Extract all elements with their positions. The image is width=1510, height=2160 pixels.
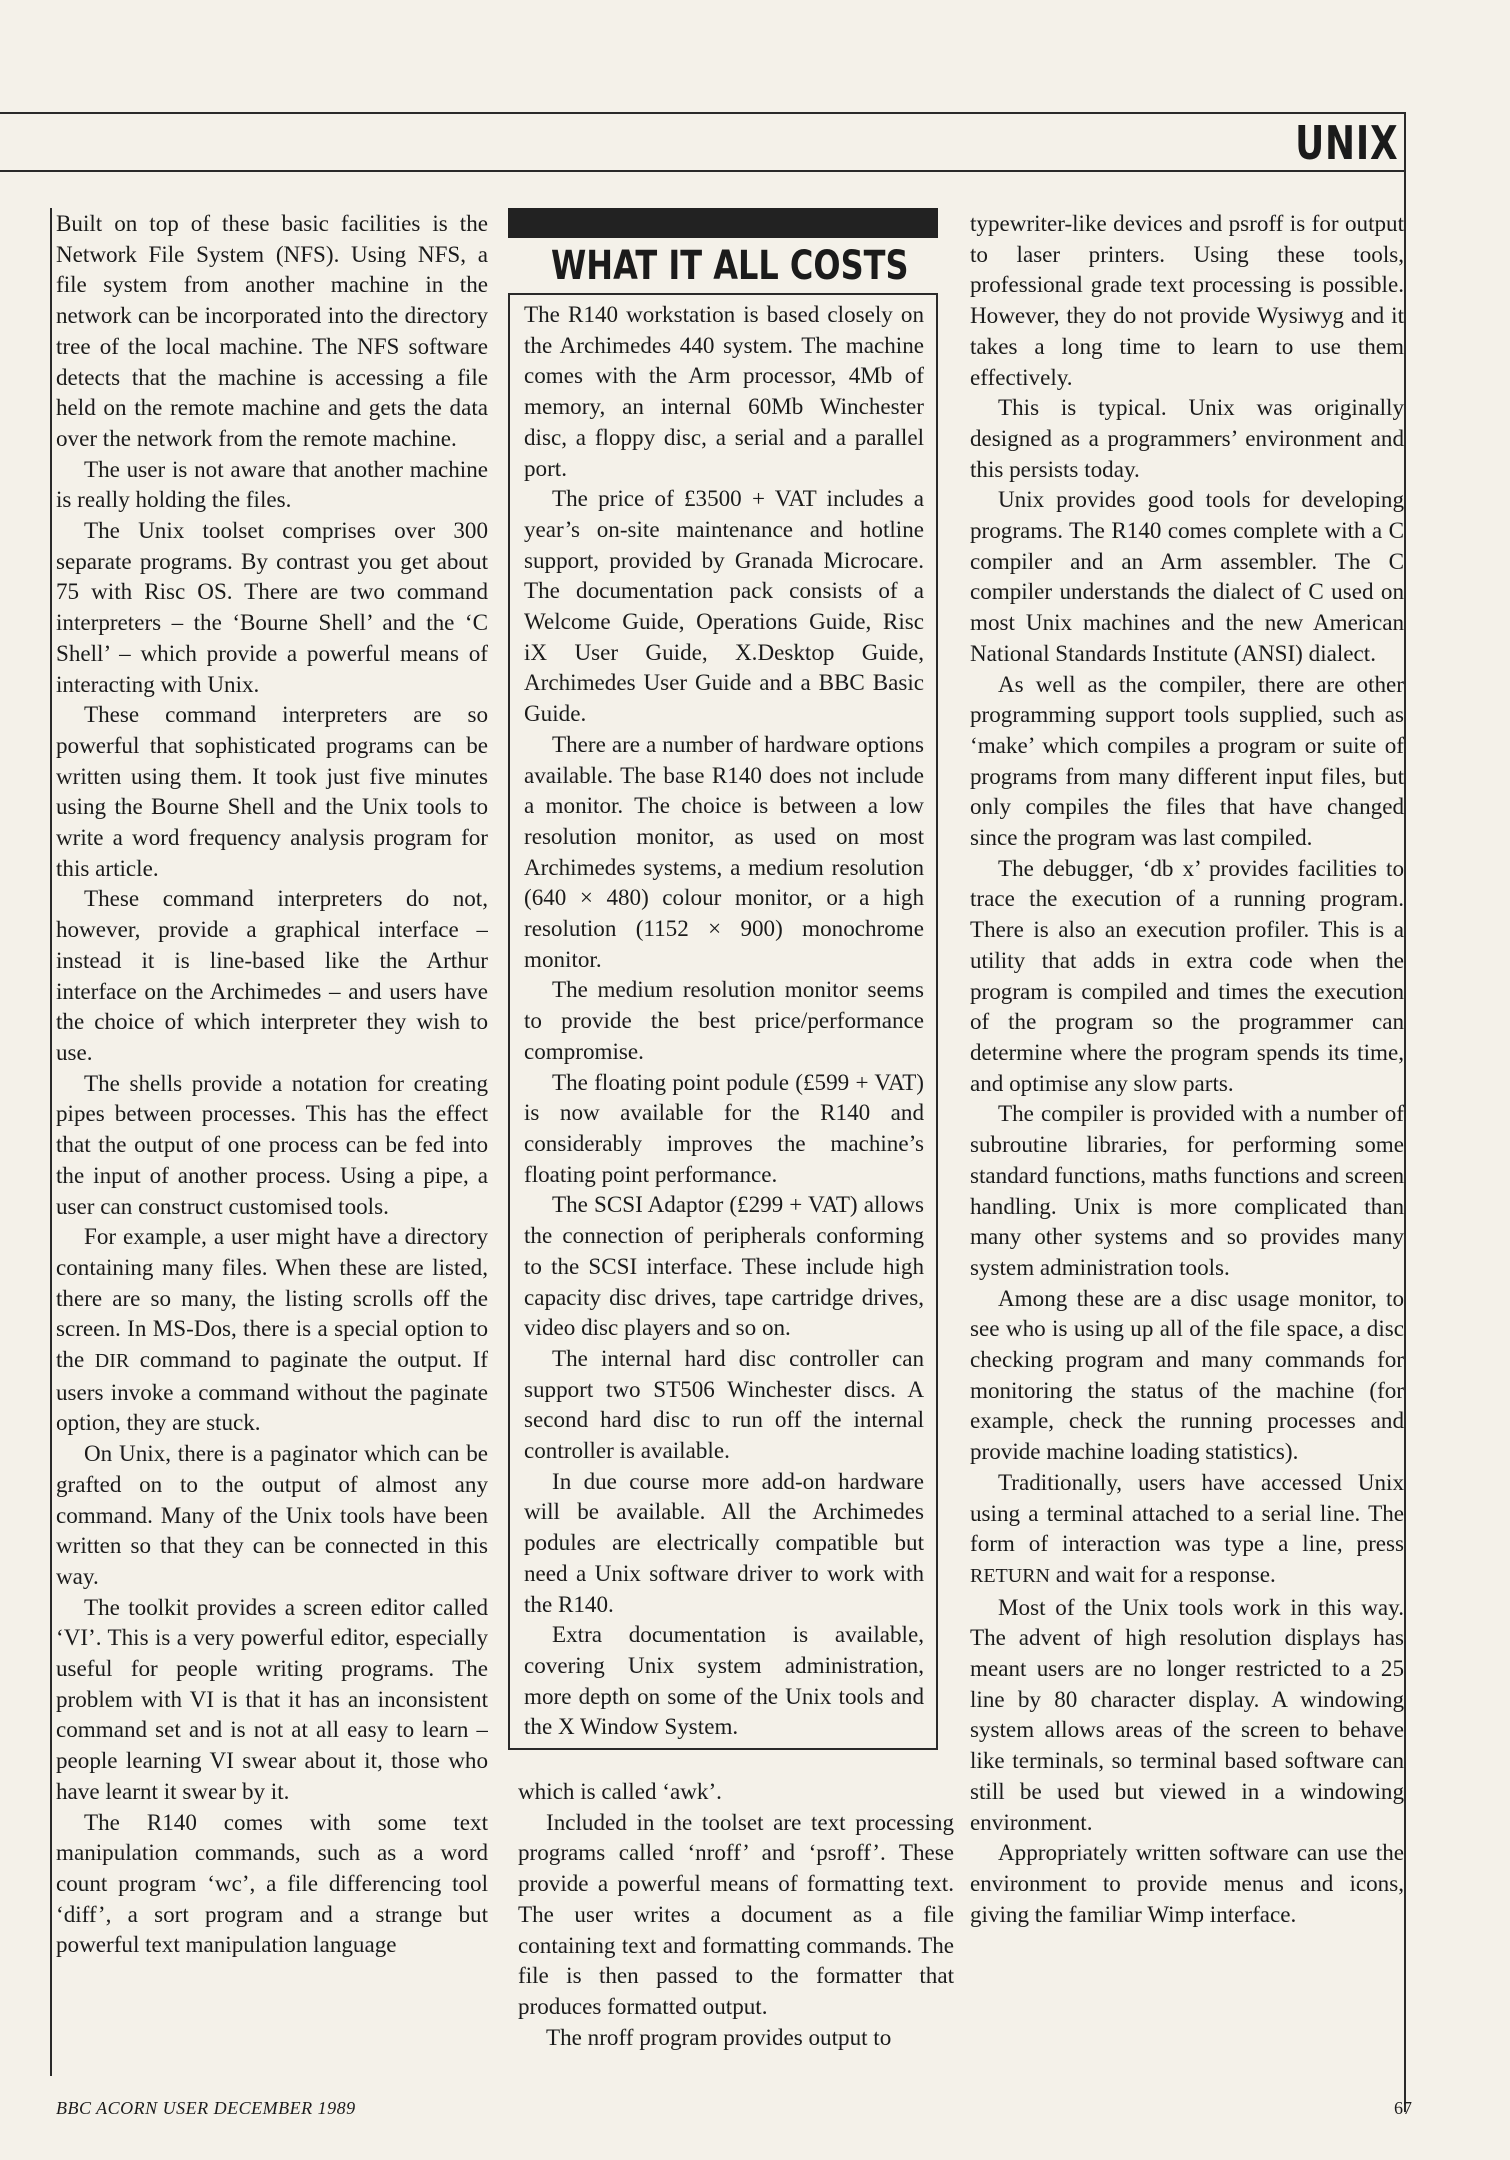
footer-publication: BBC ACORN USER DECEMBER 1989 [56, 2098, 356, 2118]
paragraph: The R140 comes with some text manipulation commands, such as a word count program ‘wc’, a file differencing tool ‘diff’, a sort program and a strange but powerful text manipulation language [56, 1808, 488, 1958]
dir-command: DIR [94, 1350, 130, 1373]
left-column-rule [50, 208, 52, 2076]
paragraph: These command interpreters are so powerful that sophisticated programs can be written using them. It took just five minutes using the Bourne Shell and the Unix tools to write a word frequency analysis program for this article. [56, 701, 488, 881]
paragraph: Included in the toolset are text processing programs called ‘nroff’ and ‘psroff’. These provide a powerful means of formatting text. The user writes a document as a file containing text and formatting commands. The file is then passed to the formatter that produces formatted output. [518, 1808, 954, 2019]
paragraph: This is typical. Unix was originally designed as a programmers’ environment and this persists today. [970, 394, 1404, 482]
paragraph: On Unix, there is a paginator which can be grafted on to the output of almost any command. Many of the Unix tools have been written so that they can be connected in this way. [56, 1440, 488, 1589]
paragraph: These command interpreters do not, however, provide a graphical interface – instead it is line-based like the Arthur interface on the Archimedes – and users have the choice of which interpreter they wish to use. [56, 885, 488, 1065]
sidebar-header-bar [508, 208, 938, 238]
paragraph: The debugger, ‘db x’ provides facilities to trace the execution of a running program. There is also an execution profiler. This is a utility that adds in extra code when the program is compiled and times the execution of the program so the programmer can determine where the program spends its time, and optimise any slow parts. [970, 854, 1404, 1096]
paragraph: The toolkit provides a screen editor called ‘VI’. This is a very powerful editor, especially useful for people writing programs. The problem with VI is that it has an inconsistent command set and is not at all easy to learn – people learning VI swear about it, those who have learnt it swear by it. [56, 1593, 488, 1804]
return-key: RETURN [970, 1564, 1050, 1587]
paragraph-text: command to paginate the output. If users invoke a command without the paginate option, they are stuck. [56, 1346, 488, 1436]
top-rule [0, 112, 1404, 114]
paragraph: The nroff program provides output to [546, 2023, 892, 2050]
paragraph: Built on top of these basic facilities is the Network File System (NFS). Using NFS, a file system from another machine in the network can be incorporated into the directory tree of the local machine. The NFS software detects that the machine is accessing a file held on the remote machine and gets the data over the network from the remote machine. [56, 210, 488, 451]
paragraph [56, 1221, 488, 1438]
right-border-rule [1404, 112, 1406, 2112]
paragraph: The user is not aware that another machine is really holding the files. [56, 455, 488, 513]
paragraph: The R140 workstation is based closely on the Archimedes 440 system. The machine comes with the Arm processor, 4Mb of memory, an internal 60Mb Winchester disc, a floppy disc, a serial and a parallel port. [524, 301, 924, 481]
paragraph: The price of £3500 + VAT includes a year’s on-site maintenance and hotline support, provided by Granada Microcare. The documentation pack consists of a Welcome Guide, Operations Guide, Risc iX User Guide, X.Desktop Guide, Archimedes User Guide and a BBC Basic Guide. [524, 485, 924, 727]
column-2 [518, 1776, 954, 2106]
paragraph: The floating point podule (£599 + VAT) is now available for the R140 and considerably improves the machine’s floating point performance. [524, 1068, 924, 1187]
paragraph: The SCSI Adaptor (£299 + VAT) allows the connection of peripherals conforming to the SCSI interface. These include high capacity disc drives, tape cartridge drives, video disc players and so on. [524, 1191, 924, 1341]
column-3 [970, 208, 1404, 2083]
paragraph: As well as the compiler, there are other programming support tools supplied, such as ‘make’ which compiles a program or suite of programs from many different input files, but only compiles the files that have changed since the program was last compiled. [970, 670, 1404, 851]
paragraph: The shells provide a notation for creating pipes between processes. This has the effect that the output of one process can be fed into the input of another process. Using a pipe, a user can construct customised tools. [56, 1069, 488, 1219]
paragraph: The Unix toolset comprises over 300 separate programs. By contrast you get about 75 with Risc OS. There are two command interpreters – the ‘Bourne Shell’ and the ‘C Shell’ – which provide a powerful means of interacting with Unix. [56, 517, 488, 697]
sidebar-title: WHAT IT ALL COSTS [551, 243, 909, 289]
paragraph-text: and wait for a response. [1055, 1560, 1276, 1587]
paragraph: Most of the Unix tools work in this way. The advent of high resolution displays has meant users are no longer restricted to a 25 line by 80 character display. A windowing system allows areas of the screen to behave like terminals, so terminal based software can still be used but viewed in a windowing environment. [970, 1593, 1404, 1835]
paragraph: In due course more add-on hardware will be available. All the Archimedes podules are electrically compatible but need a Unix software driver to work with the R140. [524, 1467, 924, 1617]
paragraph: Extra documentation is available, covering Unix system administration, more depth on some of the Unix tools and the X Window System. [524, 1621, 924, 1740]
paragraph: Unix provides good tools for developing programs. The R140 comes complete with a C compiler and an Arm assembler. The C compiler understands the dialect of C used on most Unix machines and the new American National Standards Institute (ANSI) dialect. [970, 486, 1404, 666]
paragraph: which is called ‘awk’. [518, 1778, 722, 1804]
section-title: UNIX [1294, 116, 1398, 170]
paragraph: The medium resolution monitor seems to provide the best price/performance compromise. [524, 976, 924, 1064]
header-rule [0, 170, 1404, 172]
paragraph: There are a number of hardware options available. The base R140 does not include a monitor. The choice is between a low resolution monitor, as used on most Archimedes systems, a medium resolution (640 × 480) colour monitor, or a high resolution (1152 × 900) monochrome monitor. [524, 730, 924, 972]
paragraph: typewriter-like devices and psroff is for output to laser printers. Using these tools, professional grade text processing is possible. However, they do not provide Wysiwyg and it takes a long time to learn to use them effectively. [970, 210, 1404, 390]
paragraph: Among these are a disc usage monitor, to see who is using up all of the file space, a disc checking program and many commands for monitoring the status of the machine (for example, check the running processes and provide machine loading statistics). [970, 1284, 1404, 1465]
sidebar [508, 208, 938, 1750]
paragraph-text: For example, a user might have a directory containing many files. When these are listed, there are so many, the listing scrolls off the screen. In MS-Dos, there is a special option to the [56, 1223, 488, 1373]
paragraph: The compiler is provided with a number of subroutine libraries, for performing some standard functions, maths functions and screen handling. Unix is more complicated than many other systems and so provides many system administration tools. [970, 1100, 1404, 1280]
paragraph [970, 1467, 1404, 1592]
column-1 [56, 208, 488, 2083]
paragraph: Appropriately written software can use the environment to provide menus and icons, giving the familiar Wimp interface. [970, 1839, 1404, 1927]
paragraph-text: Traditionally, users have accessed Unix using a terminal attached to a serial line. The form of interaction was type a line, press [970, 1468, 1404, 1557]
paragraph: The internal hard disc controller can support two ST506 Winchester discs. A second hard disc to run off the internal controller is available. [524, 1344, 924, 1464]
page-number: 67 [1394, 2098, 1412, 2118]
sidebar-box [508, 293, 938, 1750]
